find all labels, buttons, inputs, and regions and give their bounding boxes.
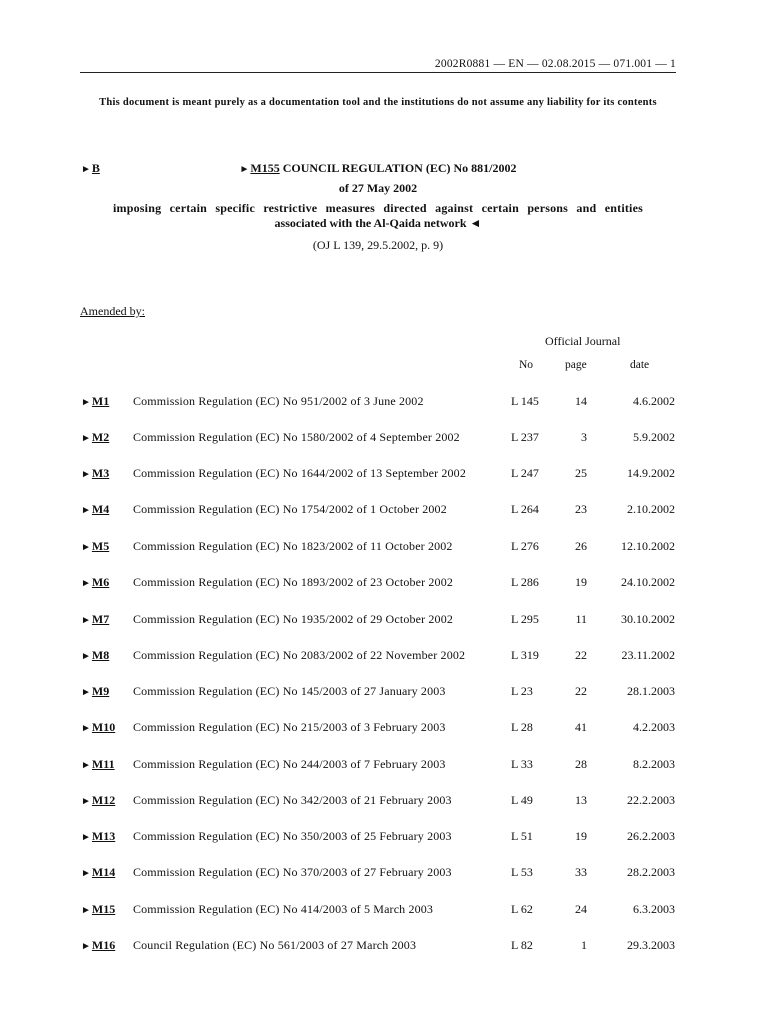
regulation-subject bbox=[80, 201, 676, 231]
table-row bbox=[0, 757, 770, 777]
oj-date: 24.10.2002 bbox=[621, 575, 675, 589]
amendment-description: Commission Regulation (EC) No 145/2003 of 27 January 2003 bbox=[133, 684, 446, 698]
marker-code: M6 bbox=[91, 575, 110, 589]
amendment-description: Commission Regulation (EC) No 1893/2002 of 23 October 2002 bbox=[133, 575, 454, 589]
amendment-marker-link[interactable] bbox=[239, 161, 282, 175]
regulation-date: of 27 May 2002 bbox=[338, 181, 418, 195]
marker-code: M155 bbox=[250, 161, 280, 175]
oj-date: 14.9.2002 bbox=[627, 466, 675, 480]
oj-page: 33 bbox=[575, 865, 587, 879]
amendment-marker-link[interactable] bbox=[81, 829, 115, 844]
oj-date: 5.9.2002 bbox=[633, 430, 675, 444]
oj-page: 11 bbox=[575, 612, 587, 626]
table-row bbox=[0, 430, 770, 450]
marker-code: M5 bbox=[91, 539, 110, 553]
oj-date: 6.3.2003 bbox=[633, 902, 675, 916]
amendment-description: Commission Regulation (EC) No 1644/2002 of 13 September 2002 bbox=[133, 466, 466, 480]
amendment-description: Commission Regulation (EC) No 215/2003 of 3 February 2003 bbox=[133, 720, 446, 734]
amendment-marker-link[interactable] bbox=[81, 720, 115, 735]
oj-page: 22 bbox=[575, 684, 587, 698]
oj-page: 14 bbox=[575, 394, 587, 408]
marker-code: M2 bbox=[91, 430, 110, 444]
amendment-marker-link[interactable] bbox=[81, 865, 115, 880]
marker-code: B bbox=[91, 161, 100, 175]
marker-code: M11 bbox=[91, 757, 115, 771]
marker-arrow-icon: ► bbox=[81, 469, 91, 480]
marker-code: M8 bbox=[91, 648, 110, 662]
oj-date: 12.10.2002 bbox=[621, 539, 675, 553]
oj-date: 30.10.2002 bbox=[621, 612, 675, 626]
amendment-marker-link[interactable] bbox=[81, 539, 109, 554]
oj-number: L 237 bbox=[511, 430, 539, 444]
marker-arrow-icon: ► bbox=[81, 397, 91, 408]
oj-page: 26 bbox=[575, 539, 587, 553]
amendment-marker-link[interactable] bbox=[81, 575, 109, 590]
table-row bbox=[0, 612, 770, 632]
amendment-description: Commission Regulation (EC) No 1754/2002 of 1 October 2002 bbox=[133, 502, 447, 516]
column-header-no: No bbox=[519, 359, 534, 371]
amendment-description: Commission Regulation (EC) No 1935/2002 of 29 October 2002 bbox=[133, 612, 454, 626]
oj-number: L 28 bbox=[511, 720, 533, 734]
marker-arrow-icon: ► bbox=[81, 687, 91, 698]
oj-page: 13 bbox=[575, 793, 587, 807]
amendment-description: Commission Regulation (EC) No 1580/2002 of 4 September 2002 bbox=[133, 430, 460, 444]
amendment-description: Commission Regulation (EC) No 1823/2002 of 11 October 2002 bbox=[133, 539, 453, 553]
oj-date: 8.2.2003 bbox=[633, 757, 675, 771]
marker-code: M14 bbox=[91, 865, 116, 879]
marker-code: M16 bbox=[91, 938, 116, 952]
marker-arrow-icon: ► bbox=[81, 651, 91, 662]
marker-arrow-icon: ► bbox=[81, 905, 91, 916]
oj-number: L 264 bbox=[511, 502, 539, 516]
oj-page: 23 bbox=[575, 502, 587, 516]
table-row bbox=[0, 793, 770, 813]
oj-number: L 286 bbox=[511, 575, 539, 589]
oj-date: 4.6.2002 bbox=[633, 394, 675, 408]
table-row bbox=[0, 394, 770, 414]
marker-code: M4 bbox=[91, 502, 110, 516]
table-row bbox=[0, 720, 770, 740]
amendment-marker-link[interactable] bbox=[81, 757, 115, 772]
amendment-marker-link[interactable] bbox=[81, 430, 109, 445]
marker-code: M3 bbox=[91, 466, 110, 480]
amendment-marker-link[interactable] bbox=[81, 938, 115, 953]
amendment-description: Commission Regulation (EC) No 244/2003 of 7 February 2003 bbox=[133, 757, 446, 771]
table-row bbox=[0, 938, 770, 958]
oj-number: L 51 bbox=[511, 829, 533, 843]
oj-number: L 247 bbox=[511, 466, 539, 480]
oj-page: 25 bbox=[575, 466, 587, 480]
oj-date: 22.2.2003 bbox=[627, 793, 675, 807]
amendment-marker-link[interactable] bbox=[81, 793, 115, 808]
regulation-title bbox=[80, 161, 676, 176]
marker-arrow-icon: ► bbox=[81, 505, 91, 516]
oj-date: 29.3.2003 bbox=[627, 938, 675, 952]
table-row bbox=[0, 575, 770, 595]
official-journal-header: Official Journal bbox=[545, 334, 621, 348]
oj-page: 3 bbox=[581, 430, 587, 444]
amendment-description: Commission Regulation (EC) No 951/2002 of 3 June 2002 bbox=[133, 394, 424, 408]
oj-date: 28.1.2003 bbox=[627, 684, 675, 698]
oj-number: L 23 bbox=[511, 684, 533, 698]
amendment-description: Commission Regulation (EC) No 342/2003 of 21 February 2003 bbox=[133, 793, 452, 807]
amendment-marker-link[interactable] bbox=[81, 394, 109, 409]
table-row bbox=[0, 829, 770, 849]
amendment-description: Council Regulation (EC) No 561/2003 of 27 March 2003 bbox=[133, 938, 417, 952]
oj-date: 28.2.2003 bbox=[627, 865, 675, 879]
amendment-marker-link[interactable] bbox=[81, 902, 115, 917]
table-row bbox=[0, 539, 770, 559]
column-header-date: date bbox=[630, 359, 650, 371]
table-row bbox=[0, 648, 770, 668]
disclaimer: This document is meant purely as a documentation tool and the institutions do not assume any liability for its contents bbox=[99, 97, 657, 108]
marker-arrow-icon: ► bbox=[81, 941, 91, 952]
official-journal-reference: (OJ L 139, 29.5.2002, p. 9) bbox=[312, 238, 444, 252]
oj-number: L 319 bbox=[511, 648, 539, 662]
document-reference: 2002R0881 — EN — 02.08.2015 — 071.001 — 1 bbox=[434, 58, 676, 70]
oj-date: 26.2.2003 bbox=[627, 829, 675, 843]
column-header-page: page bbox=[565, 359, 587, 371]
marker-arrow-icon: ► bbox=[81, 832, 91, 843]
oj-number: L 82 bbox=[511, 938, 533, 952]
marker-code: M9 bbox=[91, 684, 110, 698]
oj-number: L 276 bbox=[511, 539, 539, 553]
amendment-marker-link[interactable] bbox=[81, 502, 109, 517]
table-row bbox=[0, 466, 770, 486]
oj-page: 1 bbox=[581, 938, 587, 952]
oj-date: 2.10.2002 bbox=[627, 502, 675, 516]
marker-arrow-icon: ► bbox=[81, 796, 91, 807]
marker-arrow-icon: ► bbox=[239, 164, 250, 175]
oj-number: L 295 bbox=[511, 612, 539, 626]
table-row bbox=[0, 502, 770, 522]
marker-arrow-icon: ► bbox=[81, 868, 91, 879]
marker-code: M7 bbox=[91, 612, 110, 626]
marker-arrow-icon: ► bbox=[81, 164, 91, 175]
marker-code: M15 bbox=[91, 902, 116, 916]
amendment-description: Commission Regulation (EC) No 370/2003 of 27 February 2003 bbox=[133, 865, 452, 879]
marker-code: M13 bbox=[91, 829, 116, 843]
oj-page: 28 bbox=[575, 757, 587, 771]
oj-number: L 49 bbox=[511, 793, 533, 807]
regulation-subject-line-1: imposing certain specific restrictive measures directed against certain persons and entities bbox=[113, 201, 643, 215]
marker-code: M10 bbox=[91, 720, 116, 734]
amendment-description: Commission Regulation (EC) No 2083/2002 of 22 November 2002 bbox=[133, 648, 466, 662]
oj-date: 4.2.2003 bbox=[633, 720, 675, 734]
oj-number: L 62 bbox=[511, 902, 533, 916]
regulation-subject-line-2: associated with the Al-Qaida network ◄ bbox=[274, 216, 482, 230]
marker-code: M12 bbox=[91, 793, 116, 807]
marker-arrow-icon: ► bbox=[81, 578, 91, 589]
oj-page: 24 bbox=[575, 902, 587, 916]
amendment-description: Commission Regulation (EC) No 414/2003 of 5 March 2003 bbox=[133, 902, 434, 916]
marker-arrow-icon: ► bbox=[81, 433, 91, 444]
oj-page: 22 bbox=[575, 648, 587, 662]
table-row bbox=[0, 684, 770, 704]
marker-code: M1 bbox=[91, 394, 110, 408]
oj-number: L 33 bbox=[511, 757, 533, 771]
oj-page: 41 bbox=[575, 720, 587, 734]
amendment-marker-link[interactable] bbox=[81, 612, 109, 627]
marker-arrow-icon: ► bbox=[81, 760, 91, 771]
table-row bbox=[0, 865, 770, 885]
table-row bbox=[0, 902, 770, 922]
amendment-description: Commission Regulation (EC) No 350/2003 of 25 February 2003 bbox=[133, 829, 452, 843]
amendment-marker-link[interactable] bbox=[81, 648, 109, 663]
marker-arrow-icon: ► bbox=[81, 615, 91, 626]
oj-number: L 145 bbox=[511, 394, 539, 408]
oj-page: 19 bbox=[575, 829, 587, 843]
amendment-marker-link[interactable] bbox=[81, 684, 109, 699]
oj-date: 23.11.2002 bbox=[621, 648, 675, 662]
marker-arrow-icon: ► bbox=[81, 723, 91, 734]
header-divider bbox=[80, 72, 676, 73]
marker-arrow-icon: ► bbox=[81, 542, 91, 553]
oj-page: 19 bbox=[575, 575, 587, 589]
oj-number: L 53 bbox=[511, 865, 533, 879]
regulation-title-text: COUNCIL REGULATION (EC) No 881/2002 bbox=[282, 161, 517, 175]
amendment-marker-link[interactable] bbox=[81, 466, 109, 481]
amended-by-heading: Amended by: bbox=[80, 304, 145, 318]
